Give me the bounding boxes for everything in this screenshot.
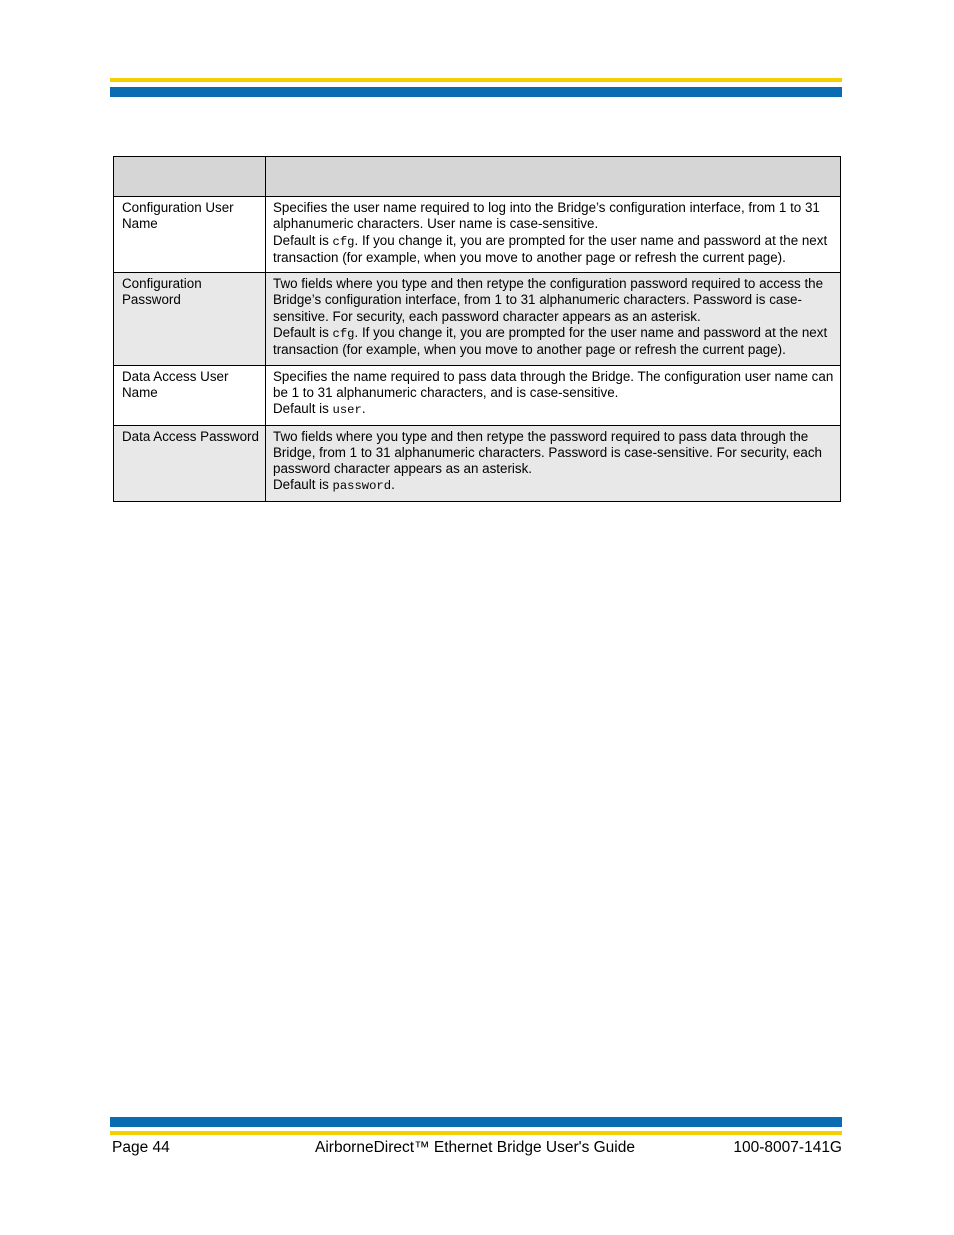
table-header-description xyxy=(266,157,841,197)
default-text xyxy=(273,233,834,267)
table-row xyxy=(114,365,841,425)
default-value: user xyxy=(332,403,362,418)
table-row xyxy=(114,197,841,273)
description-text: Specifies the user name required to log into the Bridge’s configuration interface, from 1 to 31 alphanumeric characters. User name is case-sensitive. xyxy=(273,200,820,232)
field-name: Data Access User Name xyxy=(114,365,266,425)
table-row xyxy=(114,425,841,501)
default-prefix: Default is xyxy=(273,401,333,417)
footer-document-title: AirborneDirect™ Ethernet Bridge User's Guide xyxy=(315,1139,635,1156)
header-rule-yellow xyxy=(110,78,842,82)
table-header-row xyxy=(114,157,841,197)
table-header-field xyxy=(114,157,266,197)
default-suffix: . If you change it, you are prompted for the user name and password at the next transaction (for example, when you move to another page or refresh the current page). xyxy=(273,325,828,358)
field-description xyxy=(266,197,841,273)
default-prefix: Default is xyxy=(273,232,333,248)
field-description xyxy=(266,425,841,501)
default-text xyxy=(273,325,834,359)
default-suffix: . xyxy=(391,477,395,493)
field-name: Data Access Password xyxy=(114,425,266,501)
settings-table xyxy=(113,156,841,502)
field-description xyxy=(266,273,841,365)
default-text xyxy=(273,401,834,418)
footer-document-number: 100-8007-141G xyxy=(733,1139,842,1156)
default-value: cfg xyxy=(332,234,355,249)
table-row xyxy=(114,273,841,365)
default-value: cfg xyxy=(332,327,355,342)
field-name: Configuration Password xyxy=(114,273,266,365)
description-text: Two fields where you type and then retype the password required to pass data through the Bridge, from 1 to 31 alphanumeric characters. Password is case-sensitive. For security, each password character appears as an asterisk. xyxy=(273,428,822,477)
default-value: password xyxy=(332,479,392,494)
footer-rule-blue xyxy=(110,1117,842,1127)
default-suffix: . If you change it, you are prompted for the user name and password at the next transaction (for example, when you move to another page or refresh the current page). xyxy=(273,232,828,265)
field-name: Configuration User Name xyxy=(114,197,266,273)
default-prefix: Default is xyxy=(273,325,333,341)
field-description xyxy=(266,365,841,425)
description-text: Two fields where you type and then retype the configuration password required to access the Bridge’s configuration interface, from 1 to 31 alphanumeric characters. Password is case-sensitive. For security, each password character appears as an asterisk. xyxy=(273,276,824,324)
default-suffix: . xyxy=(361,401,366,417)
default-prefix: Default is xyxy=(273,477,333,493)
description-text: Specifies the name required to pass data through the Bridge. The configuration user name can be 1 to 31 alphanumeric characters, and is case-sensitive. xyxy=(273,368,834,400)
default-text xyxy=(273,477,834,494)
header-rule-blue xyxy=(110,87,842,97)
footer-page-number: Page 44 xyxy=(112,1139,170,1156)
footer-rule-yellow xyxy=(110,1131,842,1135)
